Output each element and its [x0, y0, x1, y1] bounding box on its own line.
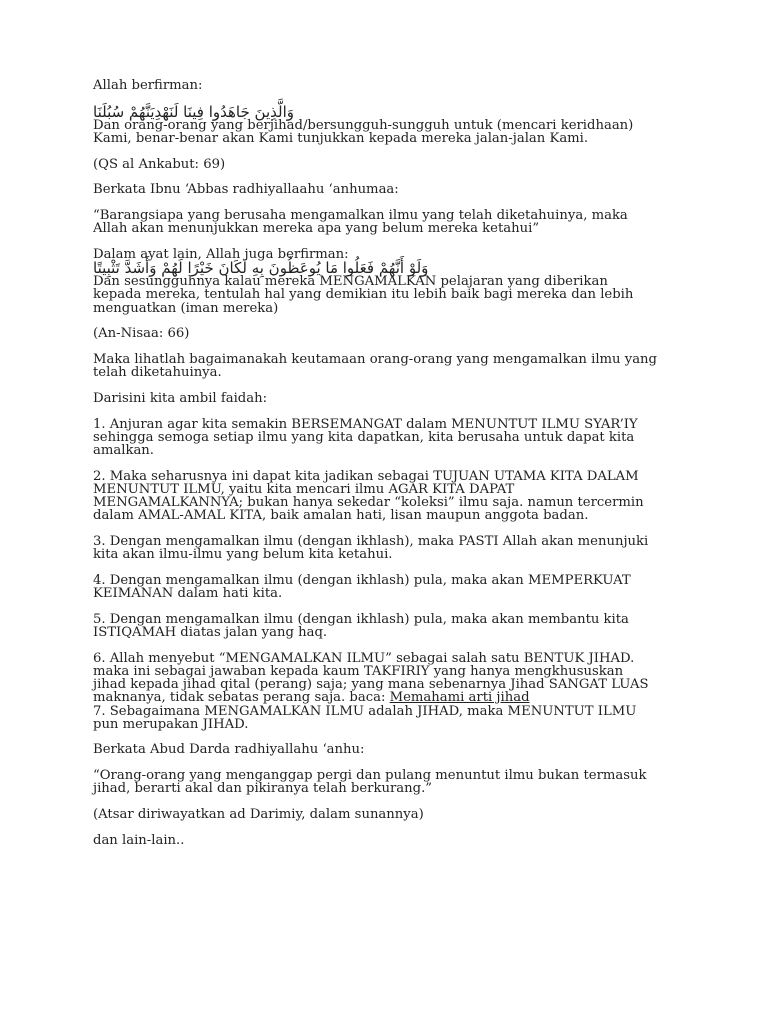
reflection-line: Maka lihatlah bagaimanakah keutamaan orang-orang yang mengamalkan ilmu yang: [93, 351, 657, 367]
point-text: maknanya, tidak sebatas perang saja. baca:: [93, 690, 390, 706]
point-line: 2. Maka seharusnya ini dapat kita jadikan sebagai TUJUAN UTAMA KITA DALAM: [93, 468, 639, 484]
ibnu-abbas-intro: Berkata Ibnu ‘Abbas radhiyallaahu ‘anhumaa:: [93, 182, 399, 198]
ayah-translation-line: Dan orang-orang yang berjihad/bersungguh-sungguh untuk (mencari keridhaan): [93, 117, 634, 133]
ayah2-intro: Dalam ayat lain, Allah juga berfirman:: [93, 246, 349, 262]
point-line: KEIMANAN dalam hati kita.: [93, 586, 283, 602]
ayah-arabic-1: وَالَّذِينَ جَاهَدُوا فِينَا لَنَهْدِيَنَّهُمْ سُبُلَنَا: [93, 102, 294, 121]
point-line: 7. Sebagaimana MENGAMALKAN ILMU adalah JIHAD, maka MENUNTUT ILMU: [93, 703, 637, 719]
ayah-translation-line: Kami, benar-benar akan Kami tunjukkan kepada mereka jalan-jalan Kami.: [93, 130, 589, 146]
point-6: [93, 652, 683, 705]
document-body: [93, 79, 683, 847]
point-line: maka ini sebagai jawaban kepada kaum TAKFIRIY yang hanya mengkhususkan: [93, 663, 624, 679]
point-4: [93, 574, 683, 600]
point-3: [93, 535, 683, 561]
ayah-translation-line: Dan sesungguhnya kalau mereka MENGAMALKAN pelajaran yang diberikan: [93, 274, 608, 290]
atsar-reference: (Atsar diriwayatkan ad Darimiy, dalam sunannya): [93, 807, 424, 823]
quote-line: “Orang-orang yang menganggap pergi dan pulang menuntut ilmu bukan termasuk: [93, 768, 647, 784]
point-5: [93, 613, 683, 639]
intro-line: Allah berfirman:: [93, 78, 203, 93]
point-line: 1. Anjuran agar kita semakin BERSEMANGAT dalam MENUNTUT ILMU SYAR’IY: [93, 416, 638, 432]
quote-line: “Barangsiapa yang berusaha mengamalkan ilmu yang telah diketahuinya, maka: [93, 208, 628, 224]
point-line: kita akan ilmu-ilmu yang belum kita ketahui.: [93, 547, 393, 563]
ayah-reference: (QS al Ankabut: 69): [93, 156, 226, 172]
point-line: jihad kepada jihad qital (perang) saja; yang mana sebenarnya Jihad SANGAT LUAS: [93, 677, 649, 693]
point-line: [93, 691, 683, 704]
quote-line: jihad, berarti akal dan pikiranya telah berkurang.”: [93, 781, 432, 797]
point-line: sehingga semoga setiap ilmu yang kita dapatkan, kita berusaha untuk dapat kita: [93, 429, 635, 445]
point-2: [93, 470, 683, 523]
point-7: [93, 705, 683, 731]
closing-line: dan lain-lain..: [93, 832, 185, 848]
abud-darda-intro: Berkata Abud Darda radhiyallahu ‘anhu:: [93, 742, 365, 758]
point-line: 3. Dengan mengamalkan ilmu (dengan ikhlash), maka PASTI Allah akan menunjuki: [93, 533, 649, 549]
point-line: MENGAMALKANNYA; bukan hanya sekedar “koleksi” ilmu saja. namun tercermin: [93, 495, 644, 511]
point-line: 5. Dengan mengamalkan ilmu (dengan ikhlash) pula, maka akan membantu kita: [93, 611, 629, 627]
lessons-intro: Darisini kita ambil faidah:: [93, 390, 268, 406]
point-1: [93, 418, 683, 458]
point-line: 4. Dengan mengamalkan ilmu (dengan ikhlash) pula, maka akan MEMPERKUAT: [93, 572, 631, 588]
jihad-article-link[interactable]: Memahami arti jihad: [389, 690, 530, 706]
reflection-line: telah diketahuinya.: [93, 365, 222, 381]
quote-line: Allah akan menunjukkan mereka apa yang belum mereka ketahui”: [93, 221, 540, 237]
point-line: 6. Allah menyebut “MENGAMALKAN ILMU” sebagai salah satu BENTUK JIHAD.: [93, 650, 635, 666]
ayah-translation-line: menguatkan (iman mereka): [93, 300, 279, 316]
ayah-translation-line: kepada mereka, tentulah hal yang demikian itu lebih baik bagi mereka dan lebih: [93, 287, 634, 303]
point-line: MENUNTUT ILMU, yaitu kita mencari ilmu AGAR KITA DAPAT: [93, 481, 515, 497]
ayah-arabic-2: وَلَوْ أَنَّهُمْ فَعَلُوا مَا يُوعَظُونَ بِهِ لَكَانَ خَيْرًا لَهُمْ وَأَشَدَّ تَثْبِيتًا: [93, 259, 429, 278]
ayah-reference: (An-Nisaa: 66): [93, 326, 190, 342]
point-line: pun merupakan JIHAD.: [93, 716, 249, 732]
point-line: amalkan.: [93, 442, 154, 458]
point-line: ISTIQAMAH diatas jalan yang haq.: [93, 624, 328, 640]
point-line: dalam AMAL-AMAL KITA, baik amalan hati, lisan maupun anggota badan.: [93, 508, 589, 524]
